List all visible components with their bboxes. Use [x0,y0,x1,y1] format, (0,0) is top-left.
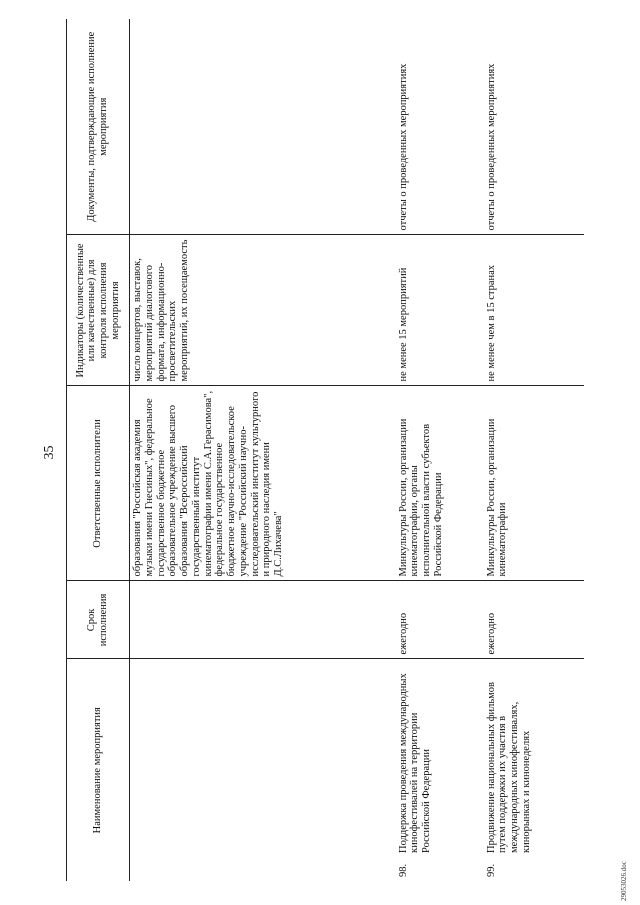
row-name: Продвижение национальных фильмов путем поддержки их участия в международных кинофестивалях, кинорынках и кинонеделях [485,681,532,853]
row-documents [130,19,396,235]
header-deadline: Срок исполнения [67,581,130,659]
row-deadline: ежегодно [396,581,484,659]
row-executors: Минкультуры России, организации кинематографии, органы исполнительной власти субъектов Российской Федерации [396,386,484,581]
header-name: Наименование мероприятия [67,659,130,881]
header-documents: Документы, подтверждающие исполнение мероприятия [67,19,130,235]
row-number: 99. [485,863,497,877]
row-indicators: не менее 15 мероприятий [396,235,484,386]
row-name [130,659,396,857]
row-executors: Минкультуры России, организации кинематографии [484,386,584,581]
file-code: 29053026.doc [620,861,628,901]
header-executors: Ответственные исполнители [67,386,130,581]
row-deadline [130,581,396,659]
row-indicators: не менее чем в 15 странах [484,235,584,386]
table-header-row [67,19,130,881]
table-row [484,19,584,881]
row-documents: отчеты о проведенных мероприятиях [484,19,584,235]
row-number: 98. [397,863,409,877]
measures-table [66,19,584,881]
row-name: Поддержка проведения международных кинофестивалей на территории Российской Федерации [397,673,432,853]
row-executors: образования "Российская академия музыки имени Гнесиных", федеральное государственное бюджетное образовательное учреждение высшего образования "Всероссийский государственный институт кинематографии имени С.А.Герасимова", федеральное государственное бюджетное научно-исследовательское учреждение "Российский научно-исследовательский институт культурного и природного наследия имени Д.С.Лихачева" [130,386,396,581]
page-number: 35 [42,445,57,460]
row-number [130,857,396,881]
row-deadline: ежегодно [484,581,584,659]
header-indicators: Индикаторы (количественные или качественные) для контроля исполнения мероприятия [67,235,130,386]
row-indicators: число концертов, выставок, мероприятий диалогового формата, информационно-просветительских мероприятий, их посещаемость [130,235,396,386]
table-row [130,19,396,881]
table-row [396,19,484,881]
row-documents: отчеты о проведенных мероприятиях [396,19,484,235]
